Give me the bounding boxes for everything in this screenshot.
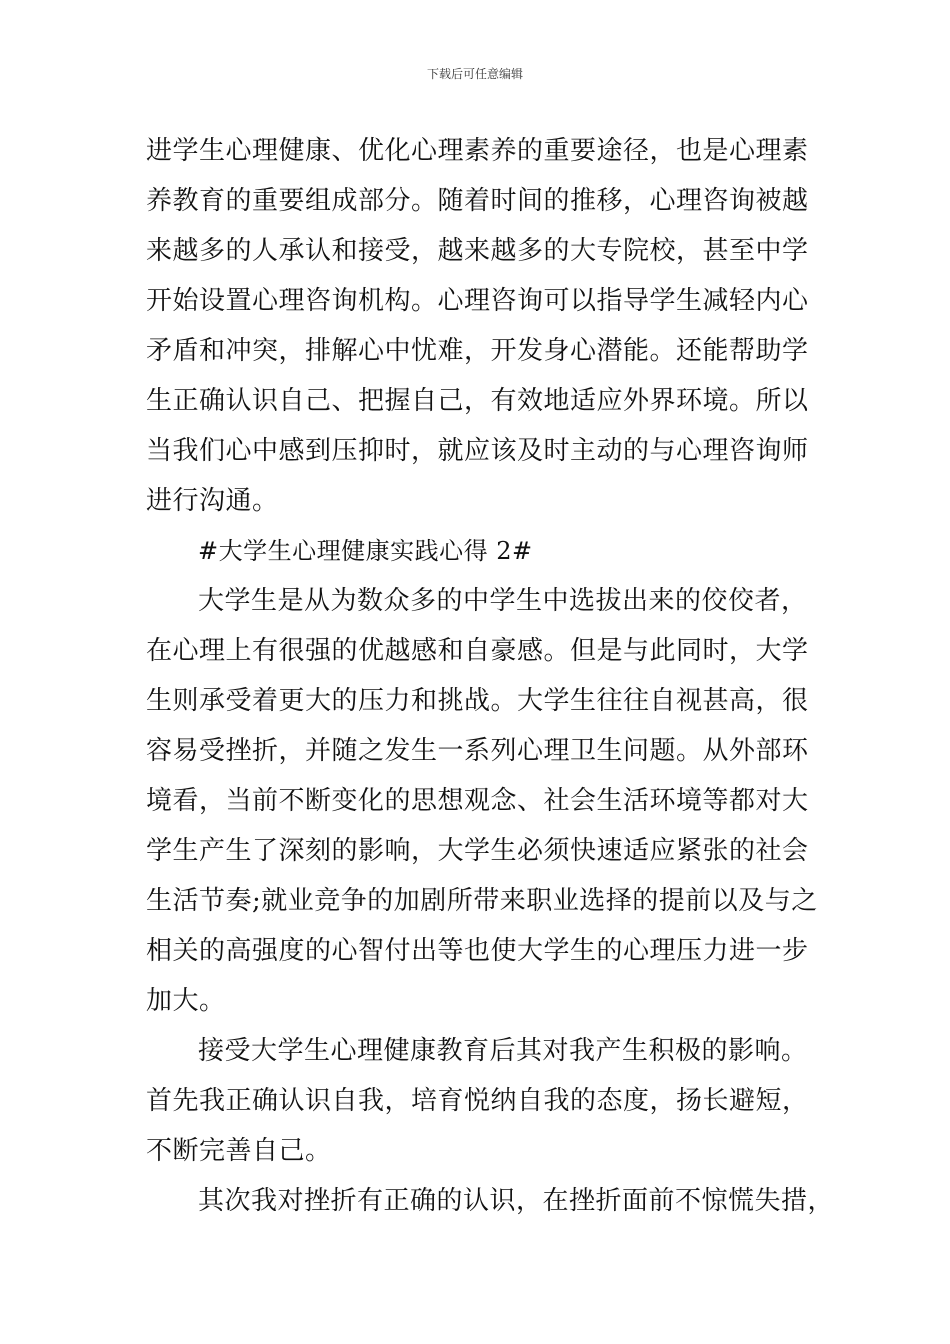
text-line: 生活节奏;就业竞争的加剧所带来职业选择的提前以及与之: [146, 886, 818, 916]
text-line: 学生产生了深刻的影响，大学生必须快速适应紧张的社会: [146, 836, 809, 866]
text-line: 来越多的人承认和接受，越来越多的大专院校，甚至中学: [146, 236, 809, 266]
text-line: 在心理上有很强的优越感和自豪感。但是与此同时，大学: [146, 636, 809, 666]
text-line: 境看，当前不断变化的思想观念、社会生活环境等都对大: [146, 786, 809, 816]
text-line: 首先我正确认识自我，培育悦纳自我的态度，扬长避短，: [146, 1086, 809, 1116]
text-line: 接受大学生心理健康教育后其对我产生积极的影响。: [198, 1036, 808, 1066]
text-line: 容易受挫折，并随之发生一系列心理卫生问题。从外部环: [146, 736, 809, 766]
text-line: 大学生是从为数众多的中学生中选拔出来的佼佼者，: [198, 586, 808, 616]
section-heading: [146, 526, 816, 576]
text-line: 进学生心理健康、优化心理素养的重要途径，也是心理素: [146, 136, 809, 166]
text-line: 其次我对挫折有正确的认识，在挫折面前不惊慌失措，: [198, 1186, 835, 1216]
page-header: 下载后可任意编辑: [426, 67, 523, 81]
document-body: [146, 126, 835, 1226]
text-line: 生则承受着更大的压力和挑战。大学生往往自视甚高，很: [146, 686, 809, 716]
paragraph: [146, 1176, 835, 1226]
text-line: 不断完善自己。: [146, 1136, 332, 1166]
heading-line: #大学生心理健康实践心得 2#: [198, 537, 533, 565]
text-line: 矛盾和冲突，排解心中忧难，开发身心潜能。还能帮助学: [146, 336, 809, 366]
paragraph: [146, 1026, 816, 1176]
text-line: 相关的高强度的心智付出等也使大学生的心理压力进一步: [146, 936, 809, 966]
paragraph: [146, 126, 816, 526]
text-line: 生正确认识自己、把握自己，有效地适应外界环境。所以: [146, 386, 809, 416]
paragraph: [146, 576, 816, 1026]
text-line: 开始设置心理咨询机构。心理咨询可以指导学生减轻内心: [146, 286, 809, 316]
text-line: 加大。: [146, 986, 226, 1016]
text-line: 当我们心中感到压抑时，就应该及时主动的与心理咨询师: [146, 436, 809, 466]
text-line: 养教育的重要组成部分。随着时间的推移，心理咨询被越: [146, 186, 809, 216]
text-line: 进行沟通。: [146, 486, 279, 516]
